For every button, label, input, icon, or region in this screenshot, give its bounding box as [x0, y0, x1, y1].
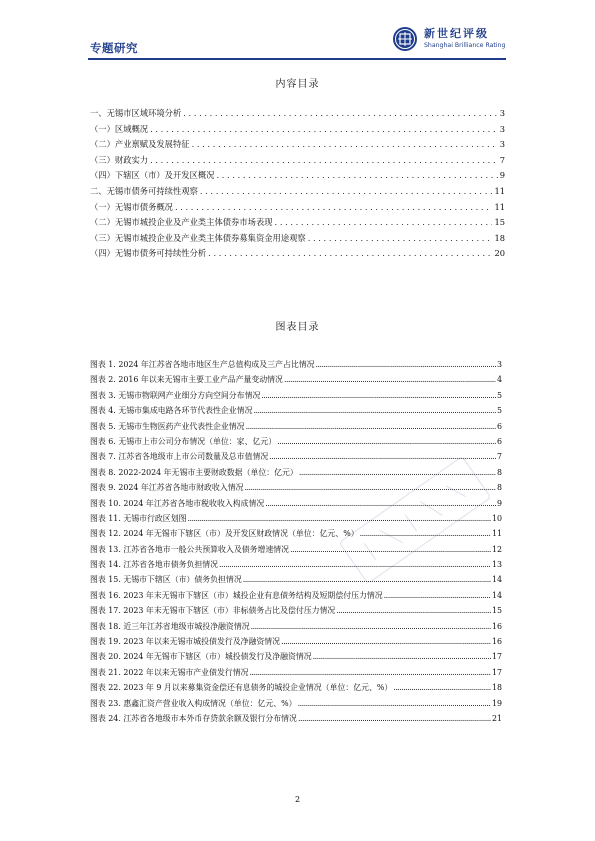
figure-entry-title: 图表 6. 无锡市上市公司分布情况（单位：家、亿元）	[90, 436, 277, 446]
figures-heading: 图表目录	[275, 322, 320, 333]
figure-entry-title: 图表 23. 惠鑫汇资产营业收入构成情况（单位：亿元、%）	[90, 698, 297, 708]
toc-entry-title: （四）无锡市债务可持续性分析	[90, 248, 207, 259]
toc-entry-title: （二）产业禀赋及发展特征	[90, 139, 190, 150]
figure-entry-title: 图表 1. 2024 年江苏省各地市地区生产总值构成及三产占比情况	[90, 360, 315, 369]
toc-entry-title: 一、无锡市区域环境分析	[90, 108, 182, 118]
figure-entry-page-number: 14	[491, 590, 502, 600]
toc-entry[interactable]	[90, 201, 505, 217]
figure-entry-title: 图表 18. 近三年江苏省地级市城投净融资情况	[90, 621, 250, 631]
figure-entry-page-number: 8	[496, 467, 502, 477]
toc-entry[interactable]	[90, 123, 505, 139]
figure-entry-title: 图表 21. 2022 年以来无锡市产业债发行情况	[90, 667, 249, 677]
figure-entry-title: 图表 10. 2024 年江苏省各地市税收收入构成情况	[90, 498, 265, 508]
figure-entry-title: 图表 15. 无锡市下辖区（市）债务负担情况	[90, 575, 242, 585]
contents-heading: 内容目录	[275, 79, 320, 90]
toc-entry-title: （四）下辖区（市）及开发区概况	[90, 170, 215, 181]
figure-entry[interactable]	[90, 359, 502, 374]
figure-entry-page-number: 7	[496, 452, 502, 462]
dot-leader	[313, 652, 491, 661]
toc-entry-page-number: 20	[494, 248, 505, 259]
figure-entry[interactable]	[90, 421, 502, 436]
figure-entry-title: 图表 2. 2016 年以来无锡市主要工业产品产量变动情况	[90, 375, 283, 385]
toc-entry-page-number: 7	[499, 154, 505, 165]
figure-entry-page-number: 21	[491, 713, 502, 723]
dot-leader	[298, 699, 491, 708]
figure-entry-page-number: 8	[496, 483, 502, 493]
figure-entry-title: 图表 13. 江苏省各地市一般公共预算收入及债务增速情况	[90, 544, 290, 554]
figure-entry-page-number: 10	[491, 513, 502, 523]
toc-entry[interactable]	[90, 247, 505, 263]
figure-entry-title: 图表 7. 江苏省各地级市上市公司数量及总市值情况	[90, 452, 269, 462]
figure-entry-title: 图表 12. 2024 年无锡市下辖区（市）及开发区财政情况（单位：亿元、%）	[90, 529, 359, 539]
dot-leader	[253, 406, 496, 415]
watermark-seal	[330, 450, 500, 590]
toc-entry-title: （二）无锡市城投企业及产业类主体债券市场表现	[90, 217, 273, 228]
figure-entry-title: 图表 8. 2022-2024 年无锡市主要财政数据（单位：亿元）	[90, 467, 298, 477]
figure-entry-page-number: 5	[496, 406, 502, 416]
figure-entry-page-number: 16	[491, 621, 502, 631]
dot-leader	[183, 108, 497, 118]
figure-entry-page-number: 18	[491, 683, 502, 693]
dot-leader	[298, 714, 491, 723]
figure-entry[interactable]	[90, 698, 502, 713]
section-title: 专题研究	[90, 41, 138, 55]
dot-leader	[336, 606, 491, 615]
figure-entry-title: 图表 16. 2023 年末无锡市下辖区（市）城投企业有息债务结构及短期偿付压力情况	[90, 590, 383, 600]
figure-entry-title: 图表 5. 无锡市生物医药产业代表性企业情况	[90, 421, 245, 431]
toc-entry-page-number: 9	[499, 170, 505, 181]
figure-entry[interactable]	[90, 713, 502, 728]
figure-entry-page-number: 13	[491, 560, 502, 570]
header-divider	[88, 58, 506, 60]
dot-leader	[150, 124, 498, 134]
figure-entry-title: 图表 24. 江苏省各地级市本外币存贷款余额及银行分布情况	[90, 713, 297, 723]
dot-leader	[200, 186, 493, 196]
dot-leader	[275, 217, 493, 227]
figure-entry-page-number: 17	[491, 652, 502, 662]
dot-leader	[192, 139, 498, 149]
figure-entry-page-number: 6	[496, 436, 502, 446]
dot-leader	[284, 375, 496, 384]
toc-entry-page-number: 11	[494, 201, 505, 212]
dot-leader	[281, 637, 491, 646]
figure-entry[interactable]	[90, 605, 502, 620]
page-number: 2	[294, 795, 301, 804]
table-of-contents	[90, 107, 505, 263]
logo-emblem-icon	[392, 26, 418, 52]
dot-leader	[393, 683, 491, 692]
figure-entry[interactable]	[90, 590, 502, 605]
toc-entry[interactable]	[90, 138, 505, 154]
figure-entry-title: 图表 19. 2023 年以来无锡市城投债发行及净融资情况	[90, 637, 281, 647]
figure-entry[interactable]	[90, 667, 502, 682]
toc-entry[interactable]	[90, 107, 505, 123]
figure-entry-page-number: 19	[491, 698, 502, 708]
figure-entry[interactable]	[90, 390, 502, 405]
figure-entry-page-number: 11	[491, 529, 502, 539]
figure-entry[interactable]	[90, 405, 502, 420]
page-header	[0, 0, 595, 62]
figure-entry[interactable]	[90, 621, 502, 636]
figure-entry-title: 图表 20. 2024 年无锡市下辖区（市）城投债发行及净融资情况	[90, 652, 312, 662]
figure-entry-title: 图表 17. 2023 年末无锡市下辖区（市）非标债务占比及偿付压力情况	[90, 606, 336, 616]
logo-chinese-name: 新世纪评级	[424, 27, 489, 40]
figure-entry[interactable]	[90, 651, 502, 666]
toc-entry-page-number: 18	[494, 232, 505, 243]
dot-leader	[250, 668, 491, 677]
toc-entry-title: 二、无锡市债务可持续性观察	[90, 185, 198, 196]
figure-entry-page-number: 3	[496, 360, 502, 369]
toc-entry-title: （三）财政实力	[90, 154, 149, 165]
dot-leader	[384, 591, 491, 600]
figure-entry[interactable]	[90, 682, 502, 697]
dot-leader	[175, 202, 492, 212]
logo-english-name: Shanghai Brilliance Rating	[424, 42, 506, 49]
figure-entry-title: 图表 22. 2023 年 9 月以来募集资金偿还有息债务的城投企业情况（单位：亿元、%）	[90, 683, 393, 693]
toc-entry-title: （三）无锡市城投企业及产业类主体债券募集资金用途观察	[90, 232, 306, 243]
figure-entry[interactable]	[90, 636, 502, 651]
toc-entry[interactable]	[90, 185, 505, 201]
toc-entry-page-number: 11	[494, 185, 505, 196]
figure-entry-title: 图表 11. 无锡市行政区划图	[90, 513, 187, 523]
dot-leader	[246, 422, 496, 431]
toc-entry[interactable]	[90, 232, 505, 248]
dot-leader	[261, 391, 496, 400]
toc-entry-title: （一）区域概况	[90, 123, 149, 134]
figure-entry-page-number: 17	[491, 667, 502, 677]
figure-entry-title: 图表 9. 2024 年江苏省各地市财政收入情况	[90, 483, 244, 493]
dot-leader	[216, 170, 497, 180]
figure-entry-page-number: 12	[491, 544, 502, 554]
figure-entry-page-number: 15	[491, 606, 502, 616]
figure-entry-page-number: 4	[496, 375, 502, 385]
company-logo	[392, 22, 507, 56]
figure-entry-page-number: 5	[496, 390, 502, 400]
dot-leader	[150, 155, 498, 165]
figure-entry-page-number: 6	[496, 421, 502, 431]
toc-entry[interactable]	[90, 169, 505, 185]
figure-entry-page-number: 9	[496, 498, 502, 508]
figure-entry-title: 图表 3. 无锡市物联网产业细分方向空间分布情况	[90, 390, 261, 400]
figure-entry-title: 图表 4. 无锡市集成电路各环节代表性企业情况	[90, 406, 253, 416]
dot-leader	[308, 233, 493, 243]
dot-leader	[251, 622, 491, 631]
toc-entry[interactable]	[90, 154, 505, 170]
toc-entry[interactable]	[90, 216, 505, 232]
figure-entry-page-number: 14	[491, 575, 502, 585]
dot-leader	[277, 437, 496, 446]
dot-leader	[208, 248, 492, 258]
toc-entry-page-number: 3	[499, 108, 505, 118]
toc-entry-title: （一）无锡市债务概况	[90, 201, 173, 212]
toc-entry-page-number: 15	[494, 217, 505, 228]
figure-entry-page-number: 16	[491, 637, 502, 647]
toc-entry-page-number: 3	[499, 139, 505, 150]
toc-entry-page-number: 3	[499, 123, 505, 134]
figure-entry[interactable]	[90, 374, 502, 389]
figure-entry-title: 图表 14. 江苏省各地市债务负担情况	[90, 560, 219, 570]
dot-leader	[316, 360, 496, 369]
